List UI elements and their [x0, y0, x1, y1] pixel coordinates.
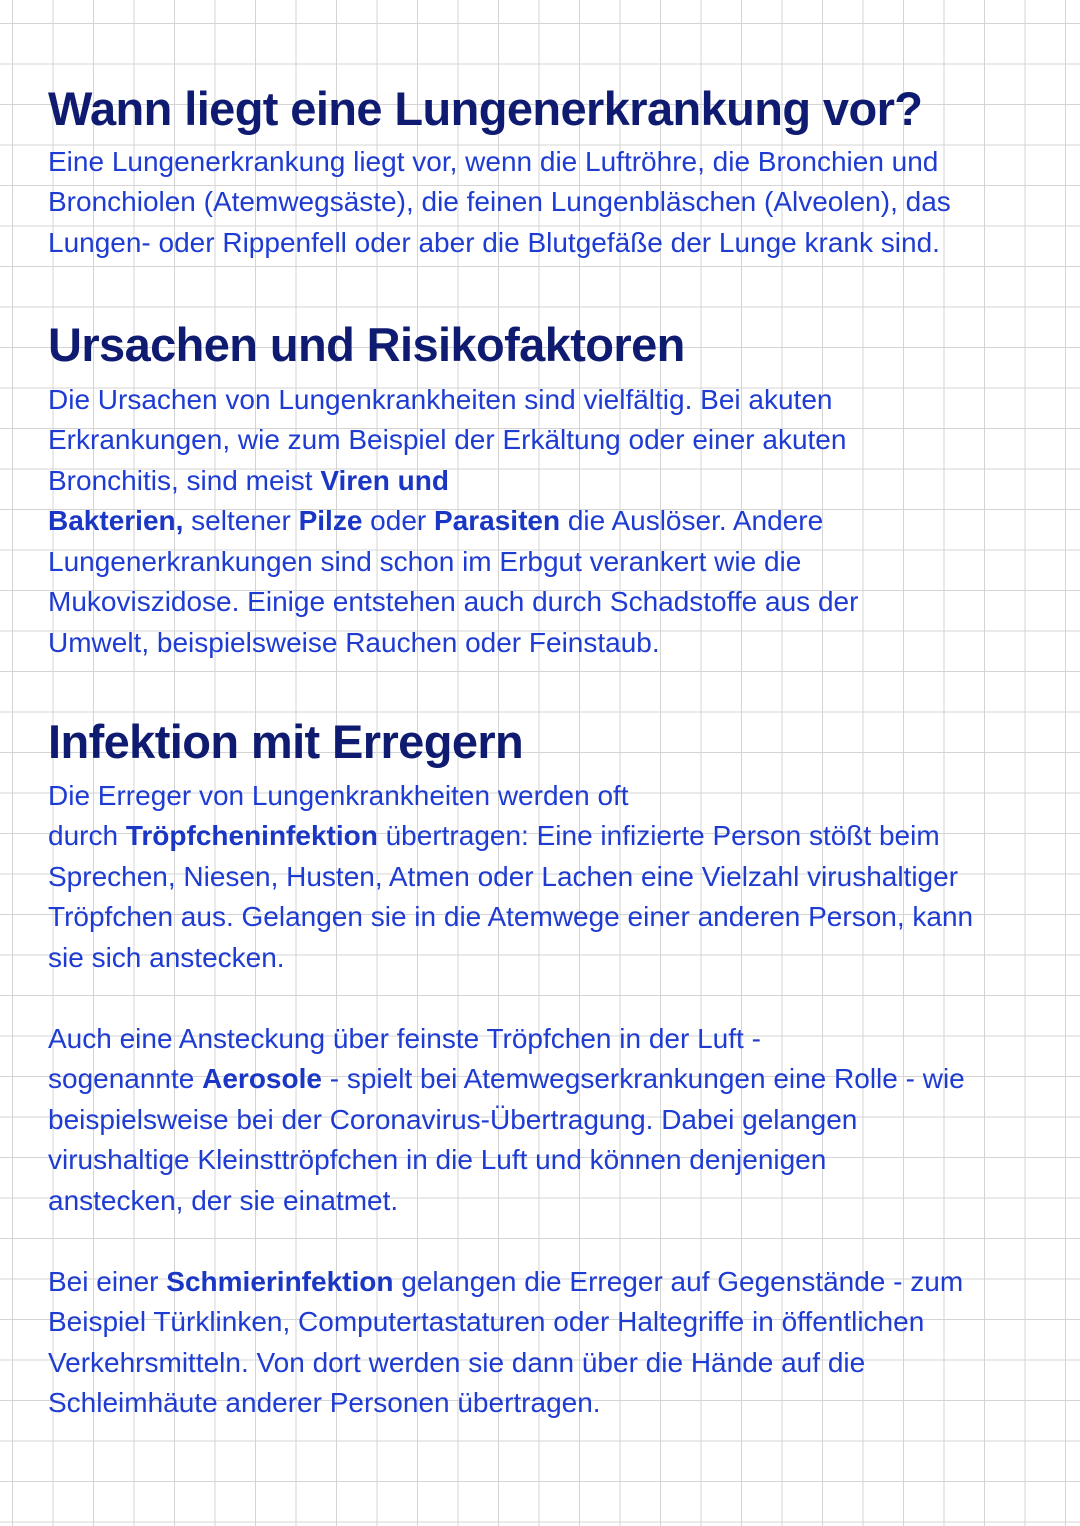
keyword-aerosole: Aerosole	[202, 1063, 322, 1094]
paragraph-line: Umwelt, beispielsweise Rauchen oder Feinstaub.	[48, 627, 660, 658]
paragraph-line: Tröpfchen aus. Gelangen sie in die Atemwege einer anderen Person, kann	[48, 901, 974, 932]
paragraph-line: Verkehrsmitteln. Von dort werden sie dann über die Hände auf die	[48, 1347, 866, 1378]
paragraph-line: Auch eine Ansteckung über feinste Tröpfchen in der Luft -	[48, 1023, 761, 1054]
keyword-bakterien: Bakterien,	[48, 505, 184, 536]
paragraph-line: virushaltige Kleinsttröpfchen in die Luft und können denjenigen	[48, 1144, 827, 1175]
text-run: übertragen: Eine infizierte Person stößt beim	[377, 820, 940, 851]
paragraph-line	[48, 1262, 963, 1303]
paragraph-line: sie sich anstecken.	[48, 942, 285, 973]
paragraph-line: Eine Lungenerkrankung liegt vor, wenn die Luftröhre, die Bronchien und	[48, 146, 939, 177]
keyword-schmierinfektion: Schmierinfektion	[166, 1266, 394, 1297]
paragraph-line: Mukoviszidose. Einige entstehen auch durch Schadstoffe aus der	[48, 586, 859, 617]
paragraph-line: Lungen- oder Rippenfell oder aber die Blutgefäße der Lunge krank sind.	[48, 227, 940, 258]
keyword-troepfcheninfektion: Tröpfcheninfektion	[125, 820, 378, 851]
paragraph-line: beispielsweise bei der Coronavirus-Übertragung. Dabei gelangen	[48, 1104, 858, 1135]
text-run: oder	[362, 505, 434, 536]
paragraph-line: Schleimhäute anderer Personen übertragen.	[48, 1387, 601, 1418]
text-run: seltener	[183, 505, 299, 536]
text-run: gelangen die Erreger auf Gegenstände - zum	[393, 1266, 964, 1297]
paragraph-line	[48, 501, 823, 542]
paragraph-line: Erkrankungen, wie zum Beispiel der Erkältung oder einer akuten	[48, 424, 847, 455]
keyword-parasiten: Parasiten	[434, 505, 561, 536]
keyword-viren: Viren und	[320, 465, 449, 496]
text-run: sogenannte	[48, 1063, 203, 1094]
heading-causes-risk-factors: Ursachen und Risikofaktoren	[48, 318, 685, 371]
heading-lung-disease: Wann liegt eine Lungenerkrankung vor?	[48, 82, 923, 135]
paragraph-line	[48, 1059, 965, 1100]
paragraph-line: Bronchiolen (Atemwegsäste), die feinen Lungenbläschen (Alveolen), das	[48, 186, 951, 217]
paragraph-line: Lungenerkrankungen sind schon im Erbgut verankert wie die	[48, 546, 802, 577]
paragraph-line: Die Ursachen von Lungenkrankheiten sind vielfältig. Bei akuten	[48, 384, 833, 415]
paragraph-line	[48, 816, 940, 857]
paragraph-line	[48, 461, 449, 502]
text-run: - spielt bei Atemwegserkrankungen eine Rolle - wie	[321, 1063, 965, 1094]
paragraph-line: Die Erreger von Lungenkrankheiten werden oft	[48, 780, 629, 811]
text-run: Bronchitis, sind meist	[48, 465, 321, 496]
text-run: die Auslöser. Andere	[560, 505, 824, 536]
text-run: durch	[48, 820, 126, 851]
paragraph-line: Sprechen, Niesen, Husten, Atmen oder Lachen eine Vielzahl virushaltiger	[48, 861, 959, 892]
paragraph-line: Beispiel Türklinken, Computertastaturen oder Haltegriffe in öffentlichen	[48, 1306, 925, 1337]
paragraph-line: anstecken, der sie einatmet.	[48, 1185, 399, 1216]
text-run: Bei einer	[48, 1266, 167, 1297]
keyword-pilze: Pilze	[298, 505, 363, 536]
heading-infection: Infektion mit Erregern	[48, 715, 524, 768]
